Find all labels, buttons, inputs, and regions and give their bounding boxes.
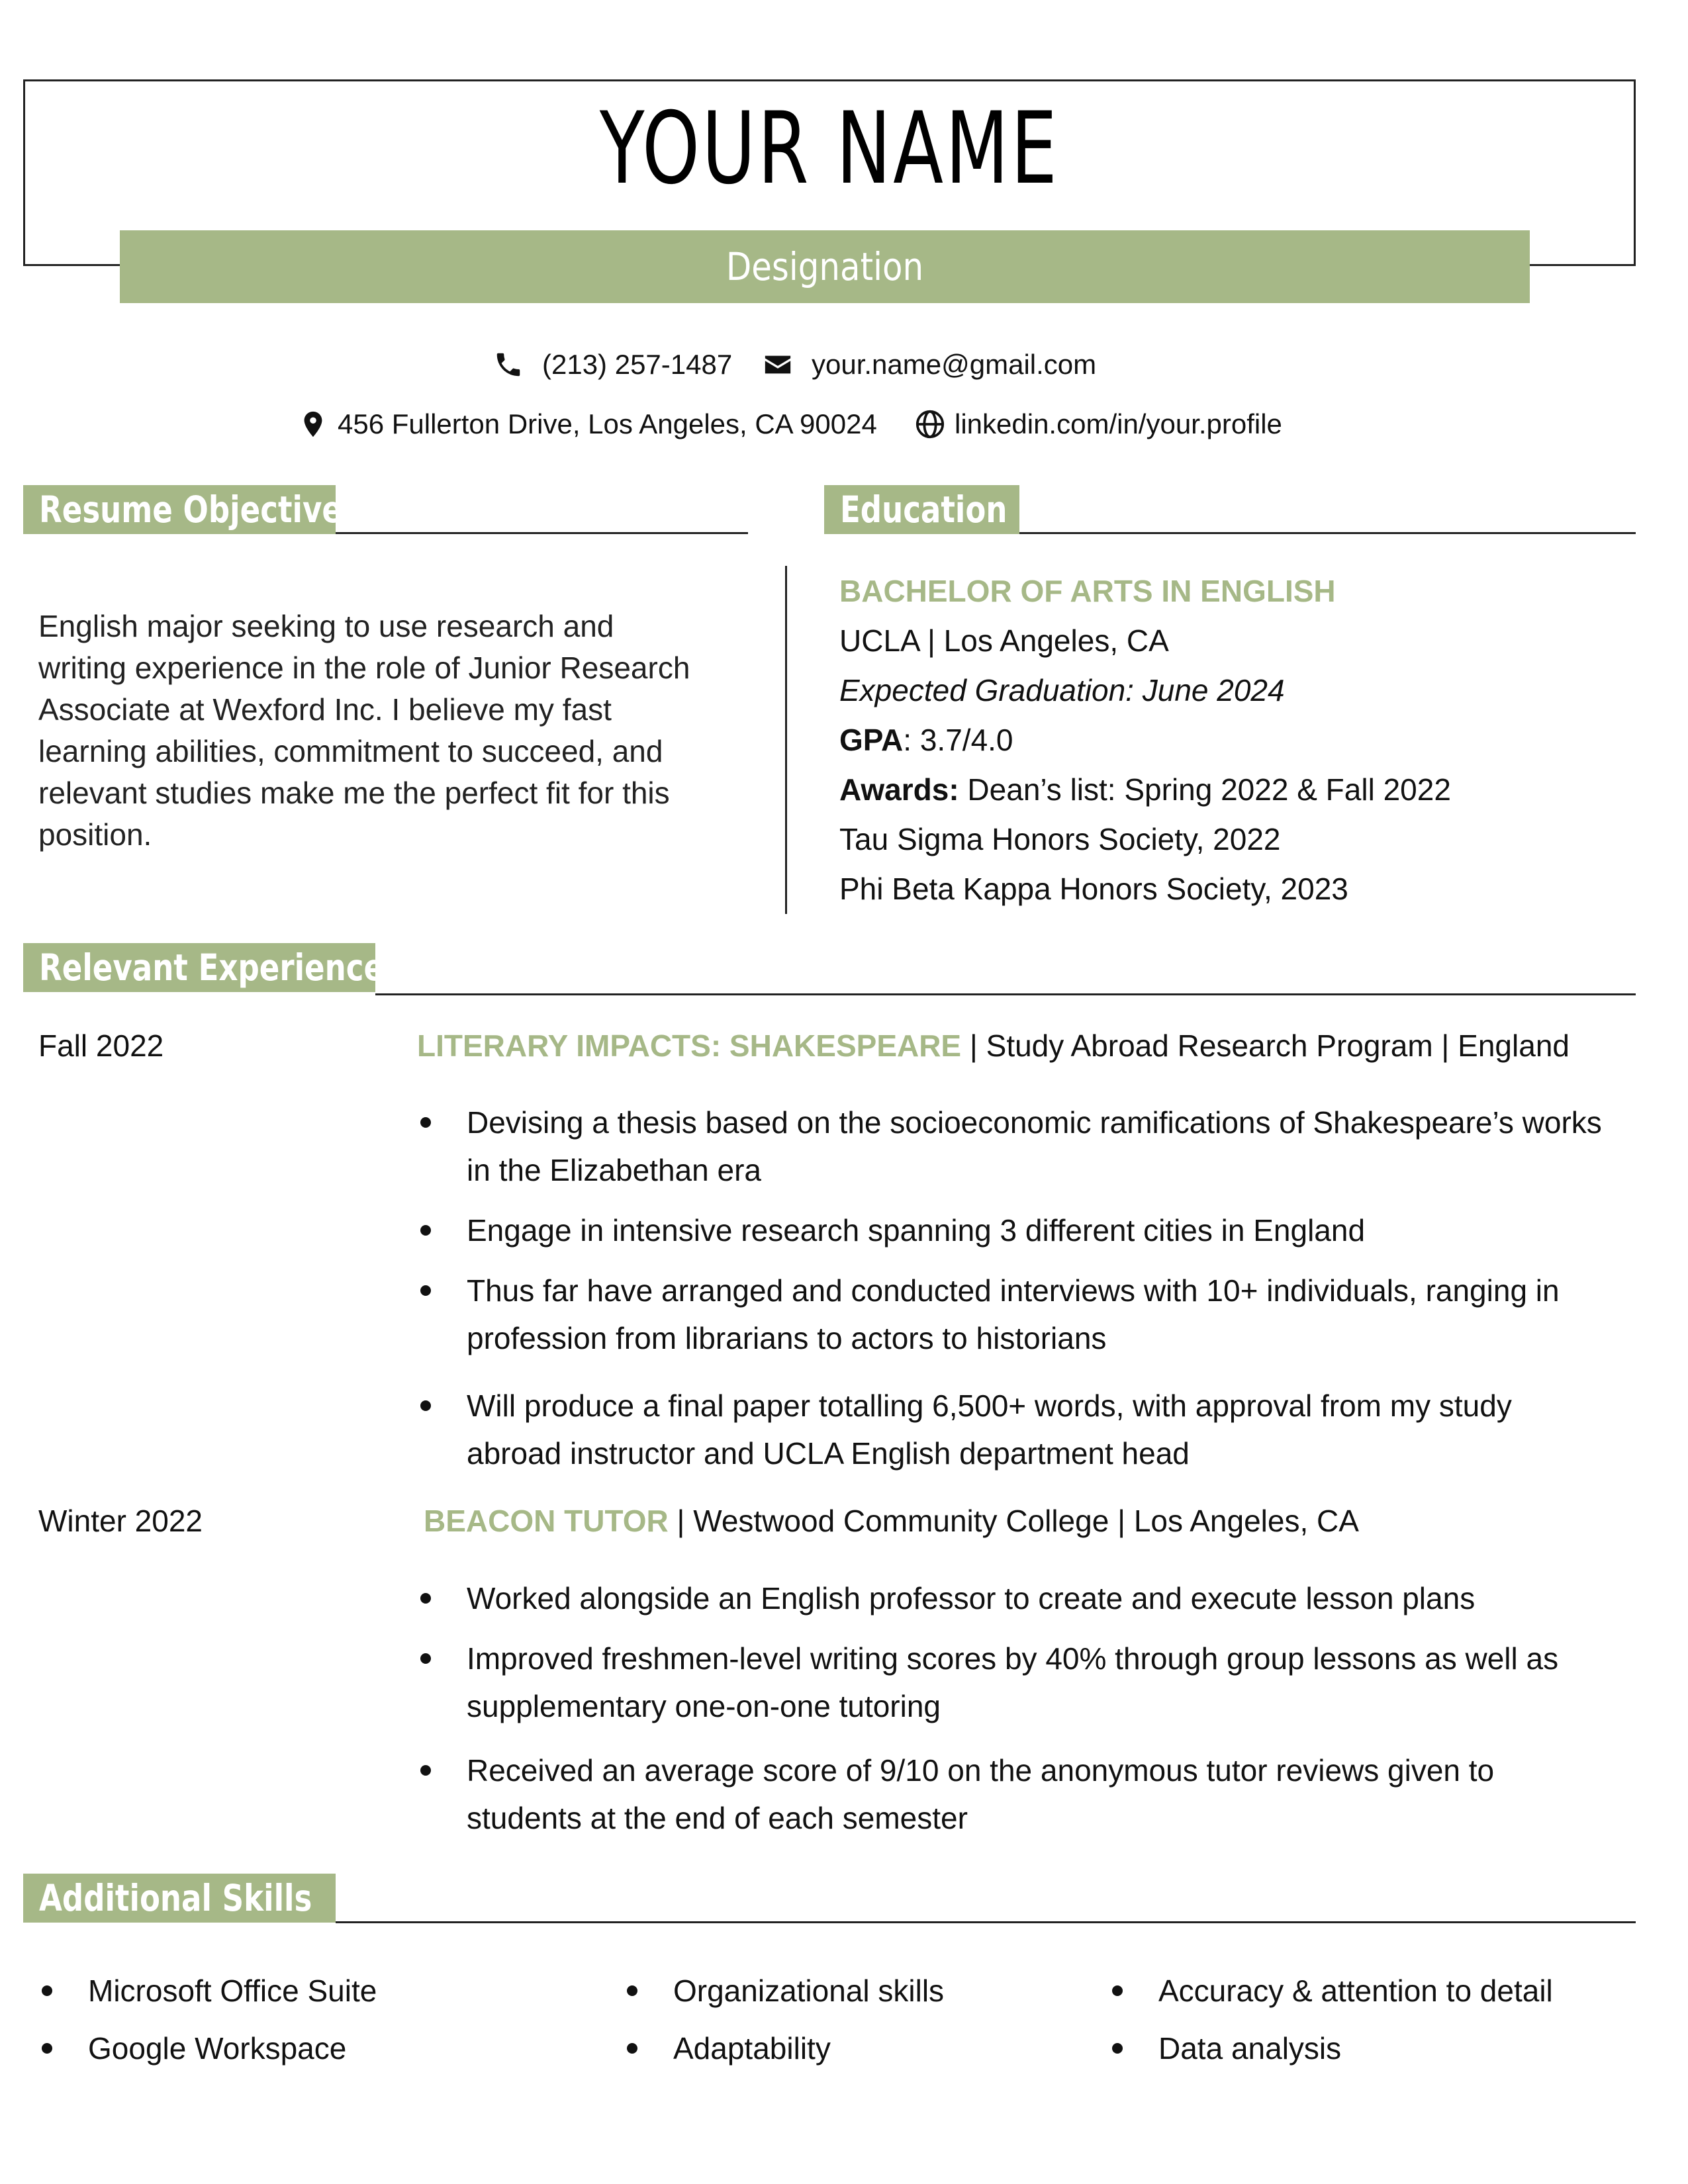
linkedin-text: linkedin.com/in/your.profile xyxy=(955,408,1282,439)
job-bullet: Worked alongside an English professor to create and execute lesson plans xyxy=(467,1581,1476,1615)
bullet-dot xyxy=(420,1653,431,1664)
bullet-dot xyxy=(420,1117,431,1128)
bullet-dot xyxy=(420,1285,431,1296)
email-text: your.name@gmail.com xyxy=(812,349,1097,380)
skill-item: Google Workspace xyxy=(88,2031,347,2066)
column-divider xyxy=(785,566,787,914)
contact-phone[interactable] xyxy=(493,349,732,380)
honor-item: Phi Beta Kappa Honors Society, 2023 xyxy=(839,872,1348,906)
graduation: Expected Graduation: June 2024 xyxy=(839,673,1285,707)
experience-heading: Relevant Experience xyxy=(23,943,375,992)
job-bullet: Thus far have arranged and conducted interviews with 10+ individuals, ranging in profession from librarians to actors to historians xyxy=(467,1273,1560,1355)
bullet-dot xyxy=(420,1225,431,1236)
skill-item: Data analysis xyxy=(1158,2031,1342,2066)
education-rule xyxy=(1019,532,1636,534)
job-bullet: Engage in intensive research spanning 3 different cities in England xyxy=(467,1213,1366,1248)
bullet-dot xyxy=(420,1765,431,1776)
job-bullet: Received an average score of 9/10 on the anonymous tutor reviews given to students at the end of each semester xyxy=(467,1753,1495,1835)
map-pin-icon xyxy=(298,409,328,439)
phone-icon xyxy=(493,349,524,380)
skill-item: Microsoft Office Suite xyxy=(88,1974,377,2008)
education-heading: Education xyxy=(824,485,1019,534)
job-date: Fall 2022 xyxy=(38,1028,164,1063)
gpa-line: GPA: 3.7/4.0 xyxy=(839,723,1013,757)
bullet-dot xyxy=(627,1985,637,1996)
job-details: | Study Abroad Research Program | England xyxy=(961,1028,1570,1063)
school: UCLA | Los Angeles, CA xyxy=(839,623,1169,658)
job-bullet: Improved freshmen-level writing scores by 40% through group lessons as well as supplementary one-on-one tutoring xyxy=(467,1641,1559,1723)
skills-heading: Additional Skills xyxy=(23,1874,336,1923)
honor-item: Tau Sigma Honors Society, 2022 xyxy=(839,822,1281,856)
contact-address xyxy=(298,409,877,439)
job-heading xyxy=(424,1503,1359,1539)
bullet-dot xyxy=(42,2043,52,2054)
job-bullet: Devising a thesis based on the socioeconomic ramifications of Shakespeare’s works in the Elizabethan era xyxy=(467,1105,1602,1187)
mail-icon xyxy=(763,349,793,380)
bullet-dot xyxy=(1112,1985,1123,1996)
degree: BACHELOR OF ARTS IN ENGLISH xyxy=(839,574,1336,608)
job-heading xyxy=(417,1028,1570,1064)
skill-item: Organizational skills xyxy=(673,1974,945,2008)
awards-line: Awards: Dean’s list: Spring 2022 & Fall 2022 xyxy=(839,772,1451,807)
job-title: LITERARY IMPACTS: SHAKESPEARE xyxy=(417,1028,962,1063)
objective-heading: Resume Objective xyxy=(23,485,336,534)
skills-rule xyxy=(336,1921,1636,1923)
designation-text: Designation xyxy=(726,244,924,289)
job-bullet: Will produce a final paper totalling 6,500+ words, with approval from my study abroad instructor and UCLA English department head xyxy=(467,1388,1512,1471)
bullet-dot xyxy=(420,1400,431,1411)
bullet-dot xyxy=(42,1985,52,1996)
address-text: 456 Fullerton Drive, Los Angeles, CA 90024 xyxy=(338,408,877,439)
phone-text: (213) 257-1487 xyxy=(542,349,733,380)
skill-item: Adaptability xyxy=(673,2031,831,2066)
objective-rule xyxy=(336,532,748,534)
bullet-dot xyxy=(420,1593,431,1604)
job-title: BEACON TUTOR xyxy=(424,1504,669,1538)
job-date: Winter 2022 xyxy=(38,1504,203,1538)
bullet-dot xyxy=(1112,2043,1123,2054)
objective-text: English major seeking to use research and writing experience in the role of Junior Research Associate at Wexford Inc. I believe my fast learning abilities, commitment to succeed, and relevant studies make me the perfect fit for this position. xyxy=(38,609,690,852)
contact-linkedin[interactable] xyxy=(915,409,1282,439)
globe-icon xyxy=(915,409,945,439)
experience-rule xyxy=(375,993,1636,995)
candidate-name: YOUR NAME xyxy=(599,91,1060,206)
job-details: | Westwood Community College | Los Angeles, CA xyxy=(668,1504,1359,1538)
contact-email[interactable] xyxy=(763,349,1096,380)
bullet-dot xyxy=(627,2043,637,2054)
skill-item: Accuracy & attention to detail xyxy=(1158,1974,1553,2008)
education-block xyxy=(839,567,1634,914)
